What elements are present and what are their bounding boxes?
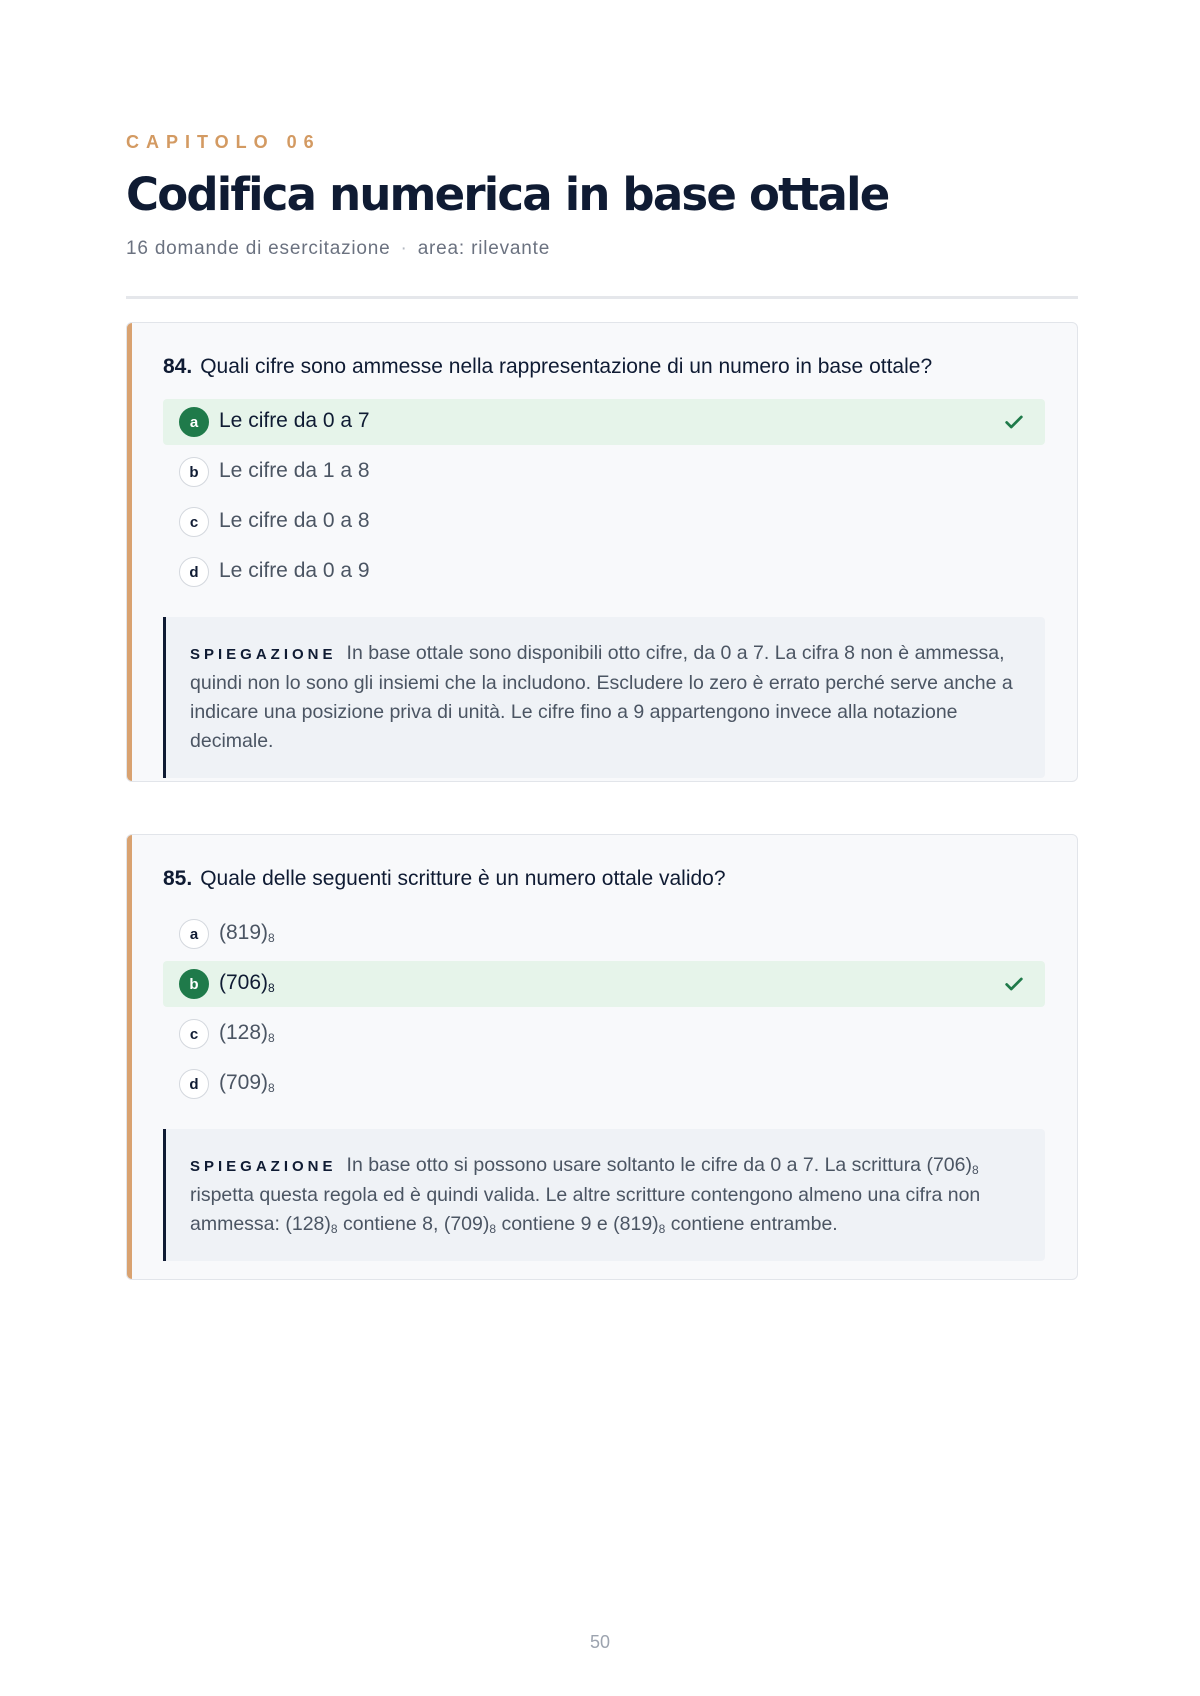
explanation-fragment: In base otto si possono usare soltanto le cifre da 0 a 7. La scrittura bbox=[346, 1154, 927, 1176]
option-letter-badge: c bbox=[179, 1019, 209, 1049]
answer-option-d[interactable] bbox=[163, 1061, 1045, 1107]
answer-option-c[interactable] bbox=[163, 1011, 1045, 1057]
option-text bbox=[219, 921, 275, 945]
question-prompt: Quale delle seguenti scritture è un numero ottale valido? bbox=[200, 867, 726, 890]
question-count: 16 domande di esercitazione bbox=[126, 238, 391, 259]
option-text: Le cifre da 0 a 8 bbox=[219, 509, 370, 532]
octal-value: (706) bbox=[219, 971, 269, 994]
option-letter-badge: d bbox=[179, 557, 209, 587]
explanation-fragment: contiene 8, bbox=[337, 1213, 444, 1235]
option-letter-badge: c bbox=[179, 507, 209, 537]
question-number: 84. bbox=[163, 355, 193, 378]
base-subscript: 8 bbox=[489, 1222, 497, 1236]
question-text bbox=[163, 867, 1047, 891]
answer-option-d[interactable] bbox=[163, 549, 1045, 595]
base-subscript: 8 bbox=[268, 1031, 275, 1045]
meta-separator: · bbox=[400, 238, 408, 259]
area-label: area: rilevante bbox=[417, 238, 551, 259]
octal-value: (819) bbox=[613, 1213, 659, 1235]
page-title: Codifica numerica in base ottale bbox=[126, 168, 889, 221]
question-text bbox=[163, 355, 1047, 379]
option-text bbox=[219, 1021, 275, 1045]
explanation-box bbox=[163, 1129, 1045, 1261]
explanation-box bbox=[163, 617, 1045, 778]
octal-value: (819) bbox=[219, 921, 269, 944]
answer-option-c[interactable] bbox=[163, 499, 1045, 545]
checkmark-icon bbox=[1003, 973, 1025, 995]
base-subscript: 8 bbox=[268, 931, 275, 945]
question-prompt: Quali cifre sono ammesse nella rappresentazione di un numero in base ottale? bbox=[200, 355, 933, 378]
checkmark-icon bbox=[1003, 411, 1025, 433]
answer-option-a[interactable] bbox=[163, 399, 1045, 445]
explanation-fragment: contiene entrambe. bbox=[665, 1213, 838, 1235]
option-letter-badge: a bbox=[179, 407, 209, 437]
octal-value: (709) bbox=[443, 1213, 490, 1235]
explanation-fragment: rispetta questa regola ed è quindi valida. Le altre scritture contengono almeno una cifra non ammessa: bbox=[190, 1184, 981, 1235]
base-subscript: 8 bbox=[658, 1222, 666, 1236]
option-text: Le cifre da 0 a 7 bbox=[219, 409, 370, 432]
option-text bbox=[219, 971, 275, 995]
base-subscript: 8 bbox=[268, 981, 275, 995]
explanation-fragment: contiene 9 e bbox=[496, 1213, 614, 1235]
explanation-text: In base ottale sono disponibili otto cifre, da 0 a 7. La cifra 8 non è ammessa, quindi non lo sono gli insiemi che la includono. Escludere lo zero è errato perché serve anche a indicare una posizione priva di unità. Le cifre fino a 9 appartengono invece alla notazione decimale. bbox=[190, 642, 1013, 752]
explanation-label: SPIEGAZIONE bbox=[190, 646, 337, 663]
option-text bbox=[219, 1071, 275, 1095]
question-card bbox=[126, 322, 1078, 782]
octal-value: (706) bbox=[926, 1154, 972, 1176]
octal-value: (128) bbox=[219, 1021, 269, 1044]
base-subscript: 8 bbox=[971, 1163, 979, 1177]
option-letter-badge: d bbox=[179, 1069, 209, 1099]
chapter-meta bbox=[126, 238, 550, 260]
octal-value: (128) bbox=[285, 1213, 331, 1235]
option-letter-badge: b bbox=[179, 969, 209, 999]
page-number: 50 bbox=[589, 1632, 611, 1652]
option-letter-badge: b bbox=[179, 457, 209, 487]
chapter-eyebrow: CAPITOLO 06 bbox=[126, 132, 321, 152]
option-text: Le cifre da 1 a 8 bbox=[219, 459, 370, 482]
option-letter-badge: a bbox=[179, 919, 209, 949]
octal-value: (709) bbox=[219, 1071, 269, 1094]
answer-option-b[interactable] bbox=[163, 961, 1045, 1007]
explanation-label: SPIEGAZIONE bbox=[190, 1158, 337, 1175]
option-text: Le cifre da 0 a 9 bbox=[219, 559, 370, 582]
answer-option-b[interactable] bbox=[163, 449, 1045, 495]
header-divider bbox=[126, 296, 1078, 299]
base-subscript: 8 bbox=[330, 1222, 338, 1236]
question-number: 85. bbox=[163, 867, 193, 890]
answer-option-a[interactable] bbox=[163, 911, 1045, 957]
question-card bbox=[126, 834, 1078, 1280]
base-subscript: 8 bbox=[268, 1081, 275, 1095]
